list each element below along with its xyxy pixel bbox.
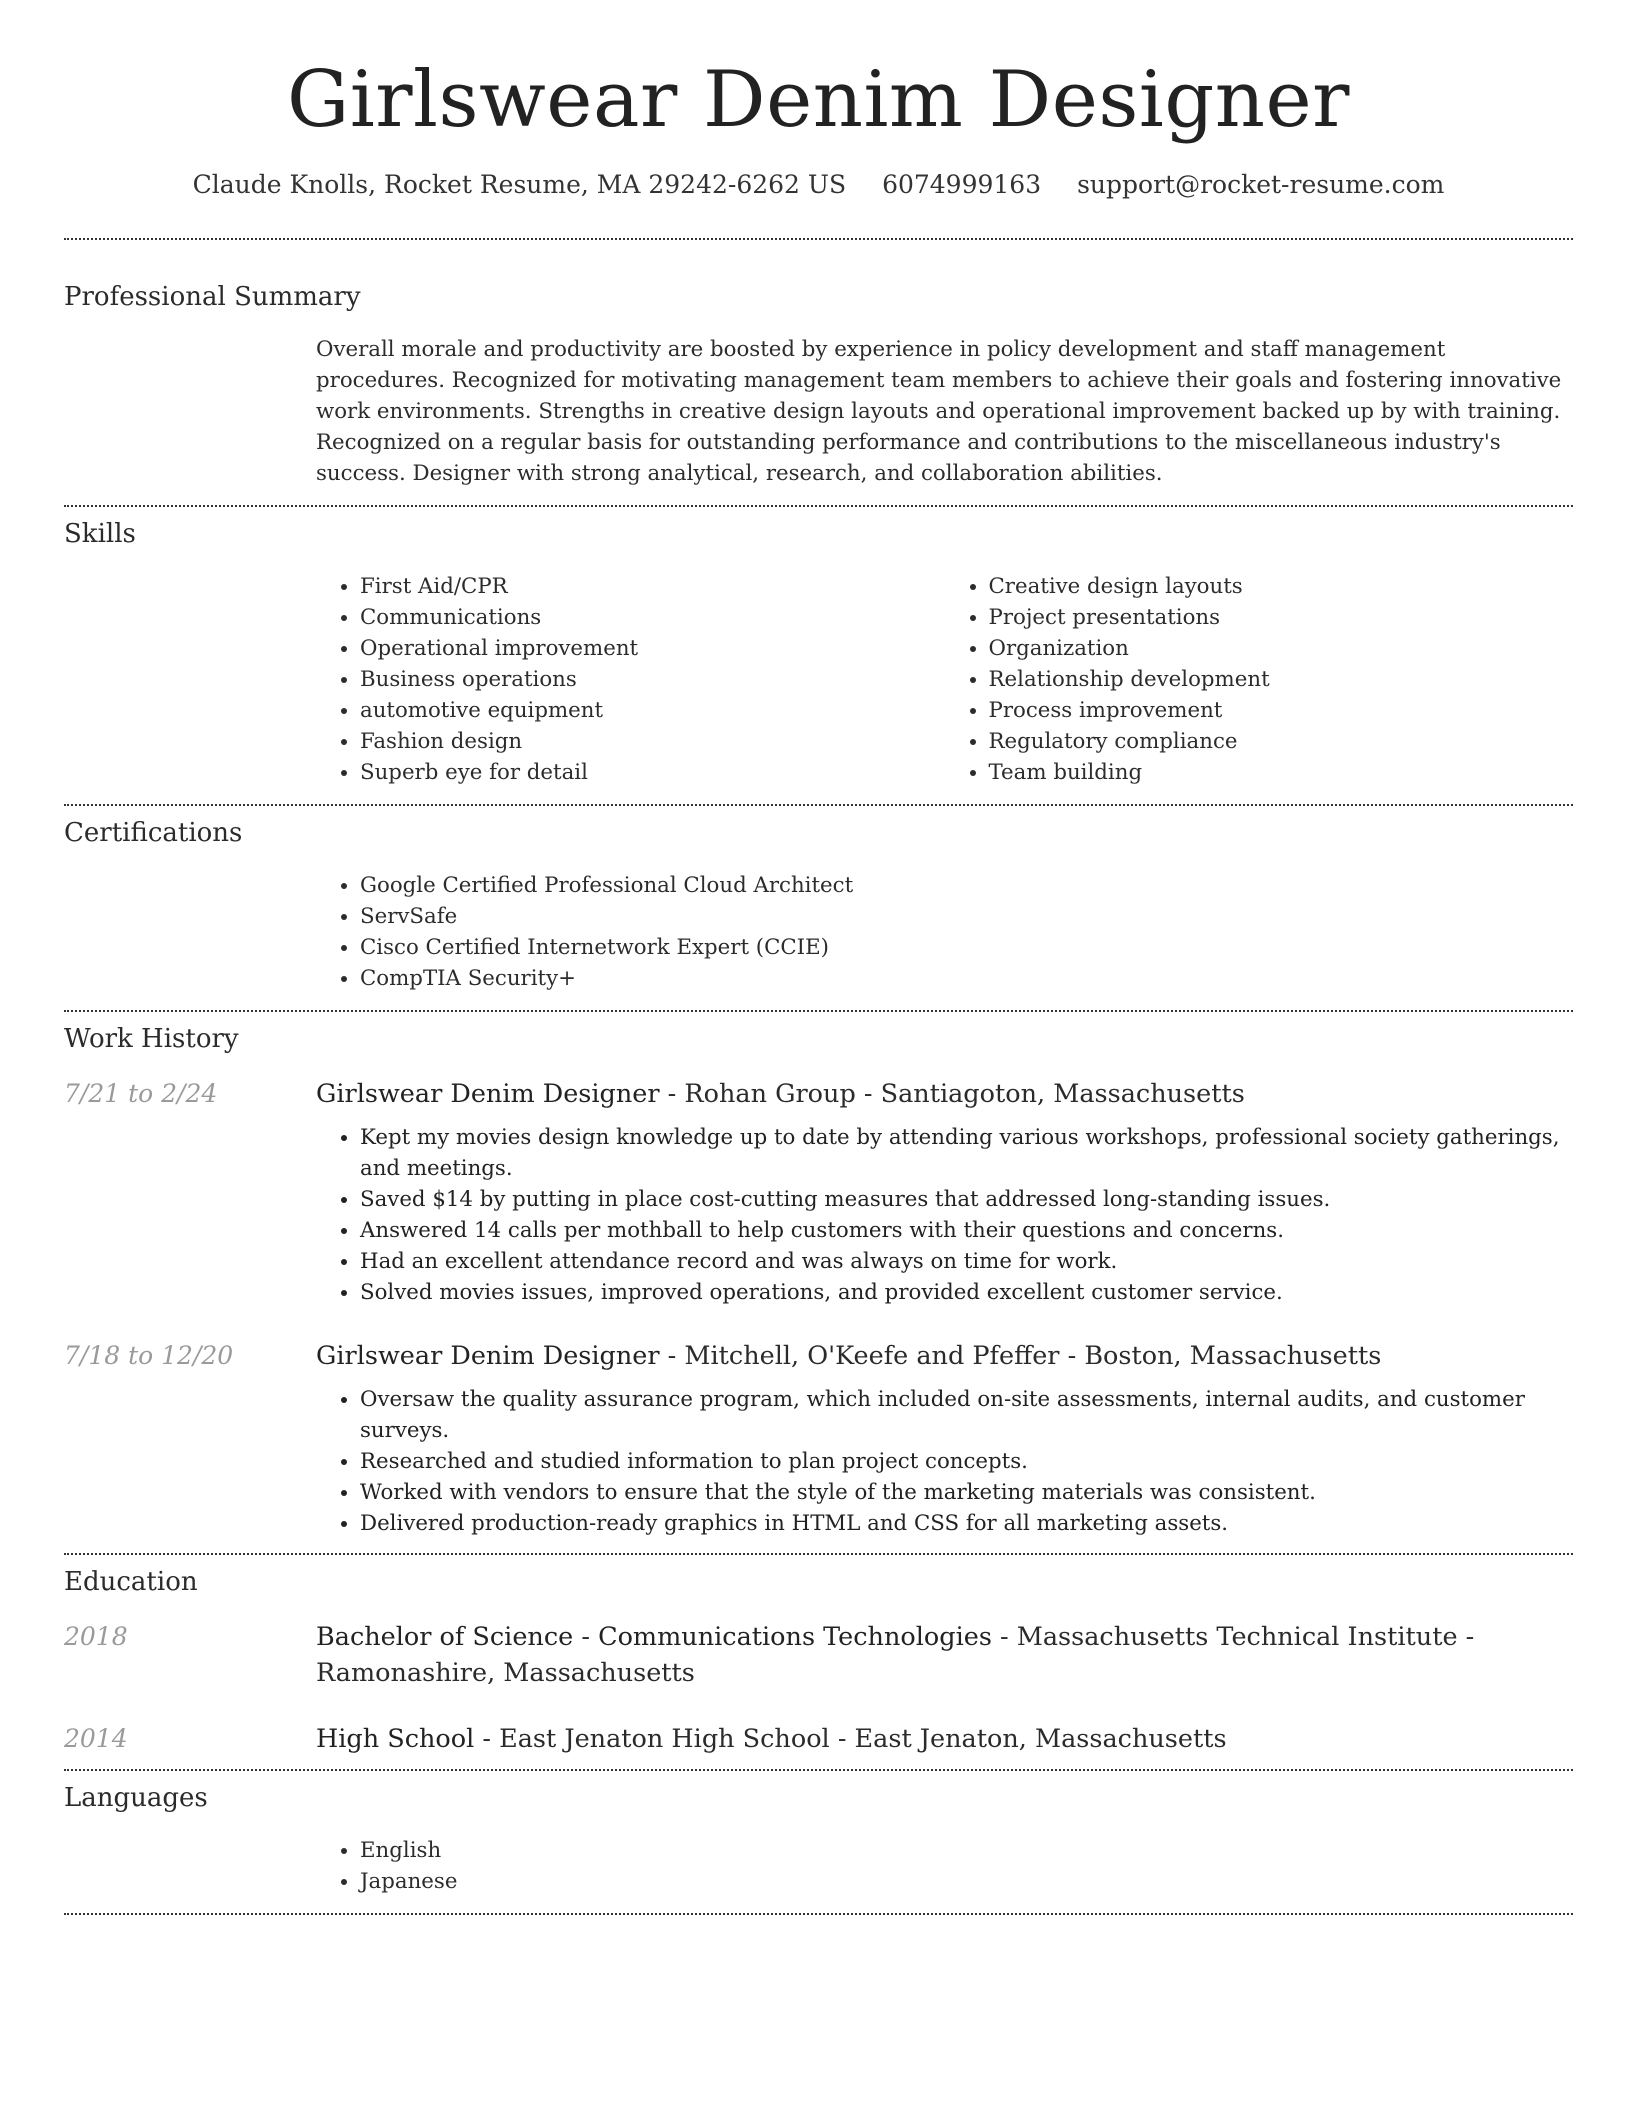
contact-line <box>64 168 1573 202</box>
job-entry <box>64 1338 1573 1539</box>
skill-item: • Regulatory compliance <box>989 726 1574 757</box>
job-bullet: • Solved movies issues, improved operations, and provided excellent customer service. <box>360 1277 1573 1308</box>
education-year: 2018 <box>64 1622 128 1651</box>
skill-item: • Fashion design <box>360 726 945 757</box>
skill-item: • Process improvement <box>989 695 1574 726</box>
skill-item: • Communications <box>360 602 945 633</box>
job-dates: 7/18 to 12/20 <box>64 1341 234 1370</box>
skills-heading: Skills <box>64 519 136 549</box>
job-bullet: • Answered 14 calls per mothball to help customers with their questions and concerns. <box>360 1215 1573 1246</box>
education-entry <box>64 1619 1573 1691</box>
certification-item: • Google Certified Professional Cloud Architect <box>360 870 1573 901</box>
skill-item: • Project presentations <box>989 602 1574 633</box>
certification-item: • ServSafe <box>360 901 1573 932</box>
languages-list <box>316 1835 1573 1897</box>
education-section <box>64 1555 1573 1769</box>
education-year: 2014 <box>64 1724 128 1753</box>
job-bullet: • Delivered production-ready graphics in HTML and CSS for all marketing assets. <box>360 1508 1573 1539</box>
resume-header <box>64 0 1573 202</box>
summary-section <box>64 240 1573 505</box>
skill-item: • Team building <box>989 757 1574 788</box>
certification-item: • CompTIA Security+ <box>360 963 1573 994</box>
languages-heading: Languages <box>64 1783 208 1813</box>
school-name: Massachusetts Technical Institute <box>1016 1622 1458 1652</box>
skills-list-left <box>316 571 945 788</box>
work-history-heading: Work History <box>64 1024 239 1054</box>
job-company: Rohan Group <box>684 1079 856 1109</box>
education-line: High School - East Jenaton High School - East Jenaton, Massachusetts <box>316 1724 1227 1754</box>
job-title-line: Girlswear Denim Designer - Mitchell, O'Keefe and Pfeffer - Boston, Massachusetts <box>316 1341 1382 1371</box>
candidate-name: Girlswear Denim Designer <box>287 55 1350 145</box>
skill-item: • Creative design layouts <box>989 571 1574 602</box>
skill-item: • Relationship development <box>989 664 1574 695</box>
certifications-heading: Certifications <box>64 818 243 848</box>
skill-item: • Business operations <box>360 664 945 695</box>
email-link[interactable]: support@rocket-resume.com <box>1077 170 1445 199</box>
job-bullet: • Oversaw the quality assurance program, which included on-site assessments, internal audits, and customer surveys. <box>360 1384 1573 1446</box>
school-name: East Jenaton High School <box>499 1724 830 1754</box>
degree-name: High School <box>316 1724 475 1754</box>
summary-heading: Professional Summary <box>64 282 361 312</box>
job-role: Girlswear Denim Designer <box>316 1341 660 1371</box>
languages-section <box>64 1771 1573 1913</box>
education-line: Bachelor of Science - Communications Technologies - Massachusetts Technical Institute - Ramonashire, Massachusetts <box>316 1622 1475 1688</box>
job-entry <box>64 1076 1573 1308</box>
job-bullets <box>316 1122 1573 1308</box>
skill-item: • First Aid/CPR <box>360 571 945 602</box>
divider <box>64 1913 1573 1915</box>
degree-name: Bachelor of Science <box>316 1622 574 1652</box>
certifications-section <box>64 806 1573 1010</box>
school-location: Ramonashire, Massachusetts <box>316 1658 695 1688</box>
skills-list-right <box>945 571 1574 788</box>
job-bullet: • Had an excellent attendance record and was always on time for work. <box>360 1246 1573 1277</box>
certifications-list <box>316 870 1573 994</box>
skills-section <box>64 507 1573 804</box>
job-bullet: • Saved $14 by putting in place cost-cutting measures that addressed long-standing issues. <box>360 1184 1573 1215</box>
job-location: Boston, Massachusetts <box>1084 1341 1382 1371</box>
address-text: Claude Knolls, Rocket Resume, MA 29242-6262 US <box>192 170 847 199</box>
job-bullet: • Worked with vendors to ensure that the style of the marketing materials was consistent. <box>360 1477 1573 1508</box>
school-location: East Jenaton, Massachusetts <box>854 1724 1227 1754</box>
phone-text: 6074999163 <box>882 170 1042 199</box>
job-role: Girlswear Denim Designer <box>316 1079 660 1109</box>
job-dates: 7/21 to 2/24 <box>64 1079 218 1108</box>
certification-item: • Cisco Certified Internetwork Expert (CCIE) <box>360 932 1573 963</box>
skill-item: • Operational improvement <box>360 633 945 664</box>
field-of-study: Communications Technologies <box>598 1622 992 1652</box>
job-bullets <box>316 1384 1573 1539</box>
job-location: Santiagoton, Massachusetts <box>880 1079 1245 1109</box>
language-item: • English <box>360 1835 1573 1866</box>
resume-page <box>64 0 1573 1915</box>
language-item: • Japanese <box>360 1866 1573 1897</box>
skill-item: • Superb eye for detail <box>360 757 945 788</box>
education-heading: Education <box>64 1567 198 1597</box>
work-history-section <box>64 1012 1573 1553</box>
job-title-line: Girlswear Denim Designer - Rohan Group - Santiagoton, Massachusetts <box>316 1079 1245 1109</box>
skill-item: • automotive equipment <box>360 695 945 726</box>
summary-text: Overall morale and productivity are boosted by experience in policy development and staff management procedures. Recognized for motivating management team members to achieve their goals and fostering innovative work environments. Strengths in creative design layouts and operational improvement backed up by with training. Recognized on a regular basis for outstanding performance and contributions to the miscellaneous industry's success. Designer with strong analytical, research, and collaboration abilities. <box>316 337 1562 486</box>
job-bullet: • Researched and studied information to plan project concepts. <box>360 1446 1573 1477</box>
skill-item: • Organization <box>989 633 1574 664</box>
education-entry <box>64 1721 1573 1757</box>
job-company: Mitchell, O'Keefe and Pfeffer <box>684 1341 1060 1371</box>
job-bullet: • Kept my movies design knowledge up to date by attending various workshops, professional society gatherings, and meetings. <box>360 1122 1573 1184</box>
